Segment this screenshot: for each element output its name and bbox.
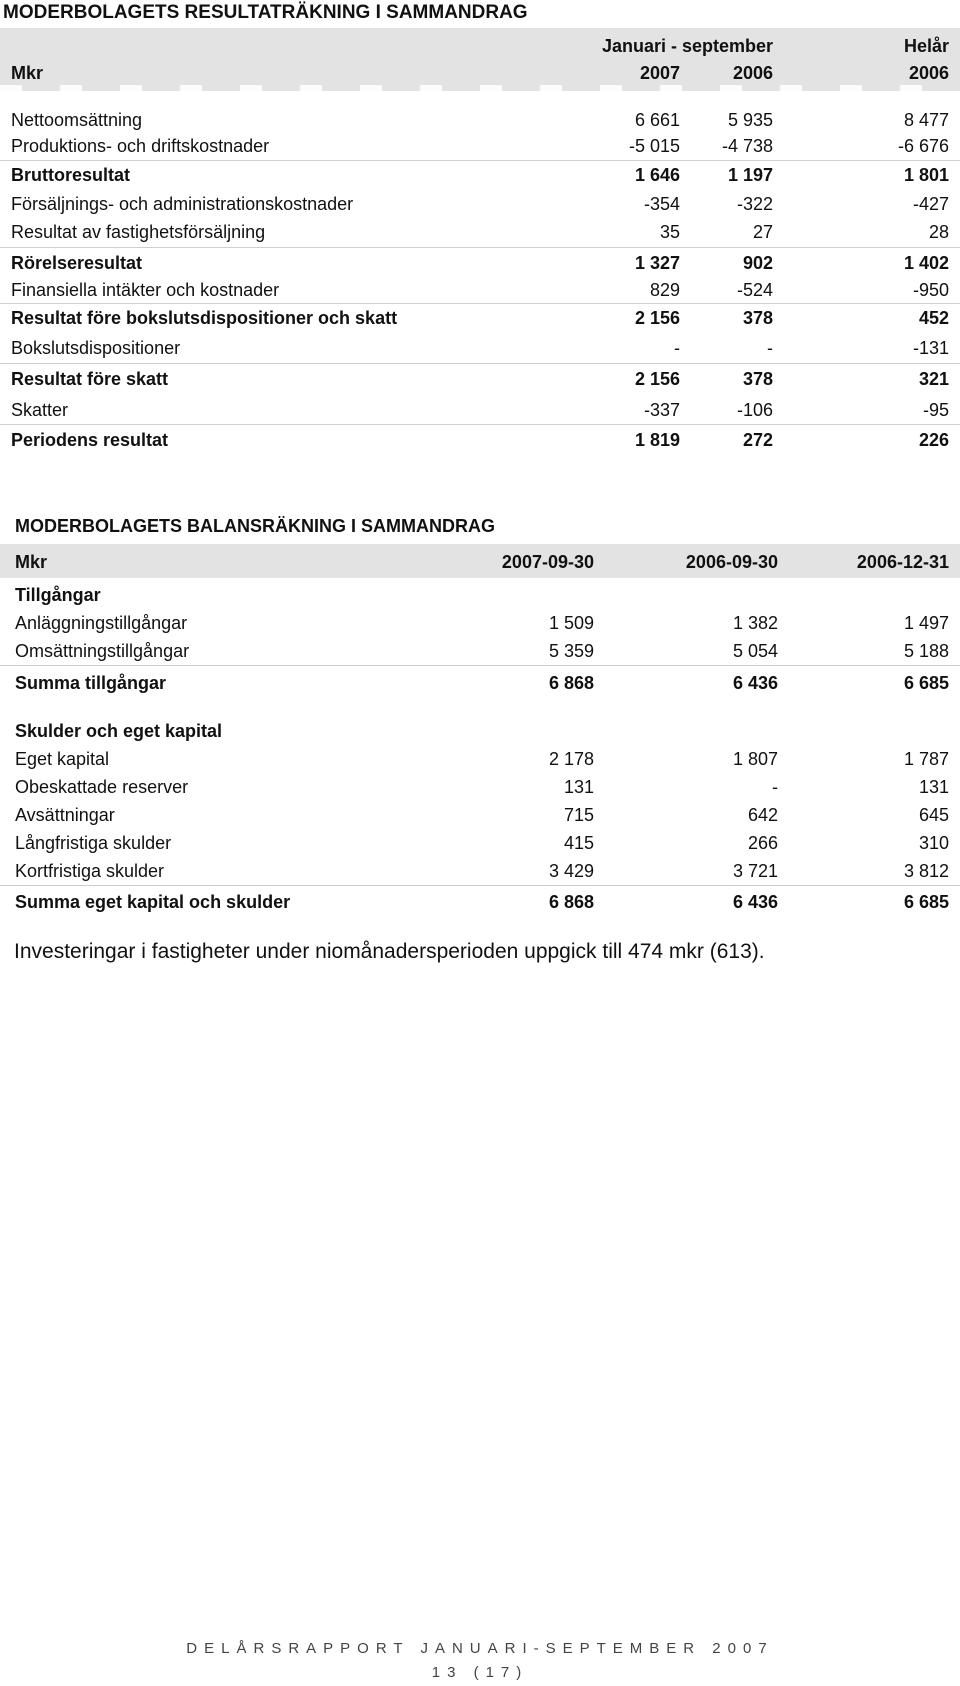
row-label: Långfristiga skulder xyxy=(15,833,172,853)
cell: 1 509 xyxy=(548,613,594,633)
balance-header xyxy=(0,544,960,578)
cell: 3 721 xyxy=(732,861,778,881)
cell: 27 xyxy=(752,222,773,242)
row-label: Avsättningar xyxy=(15,805,115,825)
cell: 5 054 xyxy=(732,641,778,661)
cell: 1 807 xyxy=(732,749,778,769)
divider xyxy=(0,424,960,425)
table-row xyxy=(0,670,960,696)
cell: 5 188 xyxy=(903,641,949,661)
table-row xyxy=(0,397,960,423)
page-number: 13 (17) xyxy=(431,1664,529,1681)
row-label: Summa tillgångar xyxy=(15,673,167,693)
table-row xyxy=(0,219,960,245)
table-row xyxy=(0,191,960,217)
row-label: Bokslutsdispositioner xyxy=(11,338,181,358)
table-row xyxy=(0,746,960,772)
row-label: Produktions- och driftskostnader xyxy=(11,136,270,156)
row-label: Resultat av fastighetsförsäljning xyxy=(11,222,266,242)
row-label: Försäljnings- och administrationskostnader xyxy=(11,194,354,214)
col-header: 2006-09-30 xyxy=(685,552,778,572)
table-row xyxy=(0,162,960,188)
cell: 1 497 xyxy=(903,613,949,633)
table-row xyxy=(0,638,960,664)
divider xyxy=(0,885,960,886)
cell: 2 178 xyxy=(548,749,594,769)
divider xyxy=(0,363,960,364)
cell: -950 xyxy=(912,280,949,300)
cell: 829 xyxy=(649,280,680,300)
row-label: Omsättningstillgångar xyxy=(15,641,190,661)
cell: 6 685 xyxy=(903,892,949,912)
cell: 226 xyxy=(918,430,949,450)
col-header: 2007-09-30 xyxy=(501,552,594,572)
row-label: Rörelseresultat xyxy=(11,253,143,273)
col-header: 2006 xyxy=(732,63,773,83)
col-header: 2007 xyxy=(639,63,680,83)
investment-note: Investeringar i fastigheter under niomånadersperioden uppgick till 474 mkr (613). xyxy=(14,940,765,963)
cell: 715 xyxy=(563,805,594,825)
cell: 5 359 xyxy=(548,641,594,661)
divider xyxy=(0,160,960,161)
table-row xyxy=(0,107,960,133)
cell: -131 xyxy=(912,338,949,358)
cell: - xyxy=(674,338,680,358)
row-label: Skatter xyxy=(11,400,69,420)
cell: -524 xyxy=(736,280,773,300)
cell: 6 436 xyxy=(732,892,778,912)
header-divider xyxy=(0,85,960,91)
row-label: Periodens resultat xyxy=(11,430,169,450)
assets-heading: Tillgångar xyxy=(15,585,101,605)
cell: 3 812 xyxy=(903,861,949,881)
cell: 6 868 xyxy=(548,892,594,912)
balance-sheet-title: MODERBOLAGETS BALANSRÄKNING I SAMMANDRAG xyxy=(15,516,495,536)
cell: -95 xyxy=(922,400,949,420)
col-header: 2006 xyxy=(908,63,949,83)
cell: -354 xyxy=(643,194,680,214)
unit-label: Mkr xyxy=(11,63,44,83)
cell: 266 xyxy=(747,833,778,853)
cell: - xyxy=(772,777,778,797)
table-row xyxy=(0,250,960,276)
col-header: 2006-12-31 xyxy=(856,552,949,572)
section-heading xyxy=(0,718,960,744)
cell: 2 156 xyxy=(634,369,680,389)
table-row xyxy=(0,889,960,915)
cell: 378 xyxy=(742,369,773,389)
cell: 2 156 xyxy=(634,308,680,328)
row-label: Anläggningstillgångar xyxy=(15,613,188,633)
row-label: Nettoomsättning xyxy=(11,110,143,130)
cell: 310 xyxy=(918,833,949,853)
row-label: Eget kapital xyxy=(15,749,110,769)
cell: 6 868 xyxy=(548,673,594,693)
table-row xyxy=(0,774,960,800)
table-row xyxy=(0,305,960,331)
table-row xyxy=(0,366,960,392)
cell: -427 xyxy=(912,194,949,214)
cell: 1 402 xyxy=(903,253,949,273)
cell: 1 382 xyxy=(732,613,778,633)
section-heading xyxy=(0,582,960,608)
cell: -6 676 xyxy=(897,136,949,156)
cell: 3 429 xyxy=(548,861,594,881)
divider xyxy=(0,303,960,304)
cell: 1 819 xyxy=(634,430,680,450)
row-label: Summa eget kapital och skulder xyxy=(15,892,291,912)
cell: 131 xyxy=(918,777,949,797)
cell: 642 xyxy=(747,805,778,825)
period-label: Januari - september xyxy=(601,36,773,56)
row-label: Bruttoresultat xyxy=(11,165,131,185)
cell: 1 646 xyxy=(634,165,680,185)
cell: -4 738 xyxy=(721,136,773,156)
table-row xyxy=(0,610,960,636)
row-label: Resultat före skatt xyxy=(11,369,169,389)
cell: 1 801 xyxy=(903,165,949,185)
cell: 5 935 xyxy=(727,110,773,130)
cell: 272 xyxy=(742,430,773,450)
row-label: Finansiella intäkter och kostnader xyxy=(11,280,280,300)
cell: 321 xyxy=(918,369,949,389)
table-row xyxy=(0,277,960,303)
cell: 28 xyxy=(928,222,949,242)
cell: -322 xyxy=(736,194,773,214)
full-year-label: Helår xyxy=(903,36,949,56)
liabilities-heading: Skulder och eget kapital xyxy=(15,721,223,741)
cell: 1 327 xyxy=(634,253,680,273)
table-row xyxy=(0,830,960,856)
cell: 452 xyxy=(918,308,949,328)
cell: -106 xyxy=(736,400,773,420)
unit-label: Mkr xyxy=(15,552,48,572)
row-label: Resultat före bokslutsdispositioner och skatt xyxy=(11,308,398,328)
cell: -337 xyxy=(643,400,680,420)
table-row xyxy=(0,858,960,884)
table-row xyxy=(0,335,960,361)
cell: 8 477 xyxy=(903,110,949,130)
cell: 378 xyxy=(742,308,773,328)
income-statement xyxy=(0,0,960,91)
table-row xyxy=(0,427,960,453)
table-row xyxy=(0,133,960,159)
income-header xyxy=(0,28,960,91)
table-row xyxy=(0,802,960,828)
cell: 6 661 xyxy=(634,110,680,130)
cell: 131 xyxy=(563,777,594,797)
income-statement-title: MODERBOLAGETS RESULTATRÄKNING I SAMMANDRAG xyxy=(3,2,528,23)
cell: 415 xyxy=(563,833,594,853)
divider xyxy=(0,665,960,666)
report-footer: DELÅRSRAPPORT JANUARI-SEPTEMBER 2007 xyxy=(186,1640,774,1657)
cell: 1 197 xyxy=(727,165,773,185)
cell: -5 015 xyxy=(628,136,680,156)
row-label: Kortfristiga skulder xyxy=(15,861,165,881)
cell: 35 xyxy=(659,222,680,242)
cell: - xyxy=(767,338,773,358)
cell: 645 xyxy=(918,805,949,825)
cell: 6 685 xyxy=(903,673,949,693)
cell: 6 436 xyxy=(732,673,778,693)
cell: 902 xyxy=(742,253,773,273)
divider xyxy=(0,247,960,248)
cell: 1 787 xyxy=(903,749,949,769)
row-label: Obeskattade reserver xyxy=(15,777,189,797)
